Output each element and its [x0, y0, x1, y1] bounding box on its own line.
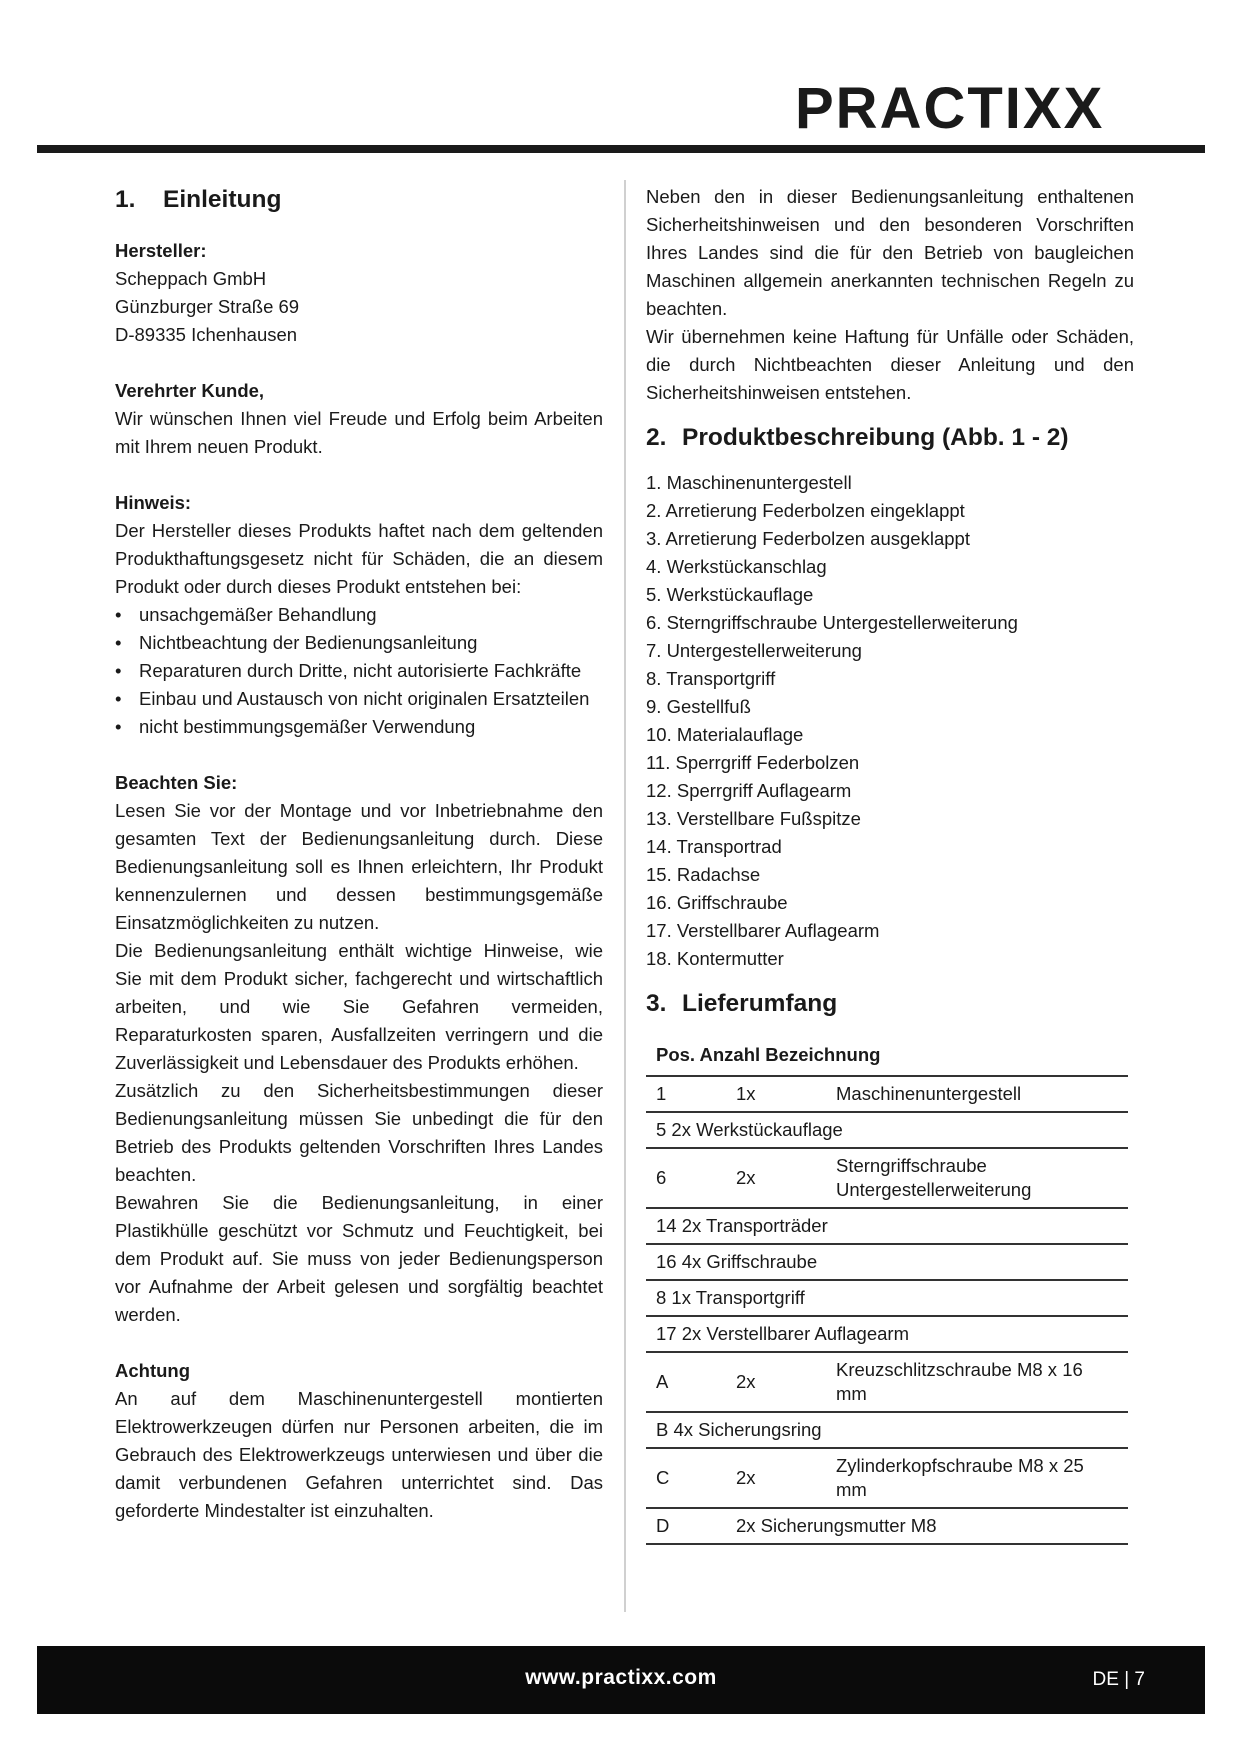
qty-cell: 2x: [726, 1352, 826, 1412]
part-item: 12. Sperrgriff Auflagearm: [646, 780, 852, 801]
observe-paragraph: Lesen Sie vor der Montage und vor Inbetriebnahme den gesamten Text der Bedienungsanleitung durch. Diese Bedienungsanleitung soll es Ihnen erleichtern, Ihr Produkt kennenzulernen und dessen bestimmungsgemäße Einsatzmöglichkeiten zu nutzen.: [115, 800, 603, 933]
qty-cell: 2x: [726, 1448, 826, 1508]
note-label: Hinweis:: [115, 492, 192, 513]
part-item: 11. Sperrgriff Federbolzen: [646, 752, 860, 773]
part-item: 7. Untergestellerweiterung: [646, 640, 862, 661]
qty-desc-cell: 2x Sicherungsmutter M8: [726, 1508, 1128, 1544]
table-header: Pos. Anzahl Bezeichnung: [646, 1035, 1128, 1076]
pos-cell: D: [646, 1508, 726, 1544]
customer-text: Wir wünschen Ihnen viel Freude und Erfolg beim Arbeiten mit Ihrem neuen Produkt.: [115, 408, 603, 457]
table-row: [646, 1112, 1128, 1148]
part-item: 17. Verstellbarer Auflagearm: [646, 920, 880, 941]
desc-cell: Zylinderkopfschraube M8 x 25 mm: [826, 1448, 1128, 1508]
practixx-logo: [795, 70, 1167, 150]
qty-cell: 1x: [726, 1076, 826, 1112]
merged-cell: 14 2x Transporträder: [646, 1208, 1128, 1244]
table-row: [646, 1412, 1128, 1448]
note-bullet: • Einbau und Austausch von nicht originalen Ersatzteilen: [115, 685, 603, 713]
scope-of-delivery-table: [646, 1035, 1128, 1545]
merged-cell: 5 2x Werkstückauflage: [646, 1112, 1128, 1148]
footer-url: www.practixx.com: [525, 1666, 717, 1689]
left-column: [115, 183, 603, 1525]
section-3-heading: 3. Lieferumfang: [646, 990, 838, 1017]
desc-cell: Kreuzschlitzschraube M8 x 16 mm: [826, 1352, 1128, 1412]
pos-cell: A: [646, 1352, 726, 1412]
liability-paragraph: Wir übernehmen keine Haftung für Unfälle oder Schäden, die durch Nichtbeachten dieser Anleitung und den Sicherheitshinweisen entstehen.: [646, 326, 1134, 403]
part-item: 10. Materialauflage: [646, 724, 804, 745]
part-item: 15. Radachse: [646, 864, 761, 885]
manufacturer-label: Hersteller:: [115, 240, 207, 261]
manufacturer-line: D-89335 Ichenhausen: [115, 324, 298, 345]
page-number: DE | 7: [1092, 1669, 1145, 1690]
note-bullet-list: [115, 601, 603, 741]
attention-text: An auf dem Maschinenuntergestell montierten Elektrowerkzeugen dürfen nur Personen arbeiten, die im Gebrauch des Elektrowerkzeugs unterwiesen und über die damit verbundenen Gefahren unterrichtet sind. Das geforderte Mindestalter ist einzuhalten.: [115, 1388, 603, 1521]
part-item: 5. Werkstückauflage: [646, 584, 814, 605]
part-item: 8. Transportgriff: [646, 668, 776, 689]
note-bullet: • Nichtbeachtung der Bedienungsanleitung: [115, 629, 603, 657]
table-row: [646, 1448, 1128, 1508]
right-column: [646, 183, 1134, 1545]
part-item: 14. Transportrad: [646, 836, 782, 857]
note-bullet: • Reparaturen durch Dritte, nicht autorisierte Fachkräfte: [115, 657, 603, 685]
note-bullet: • unsachgemäßer Behandlung: [115, 601, 603, 629]
section-2-heading: 2. Produktbeschreibung (Abb. 1 - 2): [646, 424, 1069, 451]
table-row: [646, 1352, 1128, 1412]
logo-wordmark: PRACTIXX: [795, 76, 1105, 141]
observe-paragraph: Bewahren Sie die Bedienungsanleitung, in einer Plastikhülle geschützt vor Schmutz und Feuchtigkeit, bei dem Produkt auf. Sie muss von jeder Bedienungsperson vor Aufnahme der Arbeit gelesen und sorgfältig beachtet werden.: [115, 1192, 603, 1325]
table-row: [646, 1148, 1128, 1208]
merged-cell: 16 4x Griffschraube: [646, 1244, 1128, 1280]
attention-label: Achtung: [115, 1360, 191, 1381]
safety-intro-paragraph: Neben den in dieser Bedienungsanleitung enthaltenen Sicherheitshinweisen und den besonderen Vorschriften Ihres Landes sind die für den Betrieb von baugleichen Maschinen allgemein anerkannten technischen Regeln zu beachten.: [646, 186, 1134, 319]
table-row: [646, 1208, 1128, 1244]
table-row: [646, 1076, 1128, 1112]
note-bullet: • nicht bestimmungsgemäßer Verwendung: [115, 713, 603, 741]
header-rule: [37, 145, 1205, 153]
manufacturer-line: Günzburger Straße 69: [115, 296, 300, 317]
observe-label: Beachten Sie:: [115, 772, 238, 793]
part-item: 9. Gestellfuß: [646, 696, 751, 717]
merged-cell: 17 2x Verstellbarer Auflagearm: [646, 1316, 1128, 1352]
qty-cell: 2x: [726, 1148, 826, 1208]
part-item: 2. Arretierung Federbolzen eingeklappt: [646, 500, 965, 521]
footer-bar: [37, 1646, 1205, 1714]
pos-cell: 6: [646, 1148, 726, 1208]
observe-paragraph: Zusätzlich zu den Sicherheitsbestimmungen dieser Bedienungsanleitung müssen Sie unbedingt die für den Betrieb des Produkts geltenden Vorschriften Ihres Landes beachten.: [115, 1080, 603, 1185]
desc-cell: Sterngriffschraube Untergestellerweiterung: [826, 1148, 1128, 1208]
part-item: 16. Griffschraube: [646, 892, 788, 913]
table-row: [646, 1244, 1128, 1280]
table-row: [646, 1508, 1128, 1544]
part-item: 18. Kontermutter: [646, 948, 784, 969]
column-divider: [624, 180, 626, 1612]
part-item: 6. Sterngriffschraube Untergestellerweiterung: [646, 612, 1018, 633]
parts-list: [646, 469, 1134, 973]
note-text: Der Hersteller dieses Produkts haftet nach dem geltenden Produkthaftungsgesetz nicht für Schäden, die an diesem Produkt oder durch dieses Produkt entstehen bei:: [115, 520, 603, 597]
manufacturer-line: Scheppach GmbH: [115, 268, 267, 289]
part-item: 13. Verstellbare Fußspitze: [646, 808, 861, 829]
desc-cell: Maschinenuntergestell: [826, 1076, 1128, 1112]
pos-cell: C: [646, 1448, 726, 1508]
merged-cell: 8 1x Transportgriff: [646, 1280, 1128, 1316]
pos-cell: 1: [646, 1076, 726, 1112]
observe-paragraph: Die Bedienungsanleitung enthält wichtige Hinweise, wie Sie mit dem Produkt sicher, fachgerecht und wirtschaftlich arbeiten, und wie Sie Gefahren vermeiden, Reparaturkosten sparen, Ausfallzeiten verringern und die Zuverlässigkeit und Lebensdauer des Produkts erhöhen.: [115, 940, 603, 1073]
table-row: [646, 1280, 1128, 1316]
part-item: 1. Maschinenuntergestell: [646, 472, 852, 493]
table-header-row: [646, 1035, 1128, 1076]
part-item: 4. Werkstückanschlag: [646, 556, 827, 577]
part-item: 3. Arretierung Federbolzen ausgeklappt: [646, 528, 970, 549]
merged-cell: B 4x Sicherungsring: [646, 1412, 1128, 1448]
table-row: [646, 1316, 1128, 1352]
customer-label: Verehrter Kunde,: [115, 380, 265, 401]
section-1-heading: 1. Einleitung: [115, 186, 282, 213]
